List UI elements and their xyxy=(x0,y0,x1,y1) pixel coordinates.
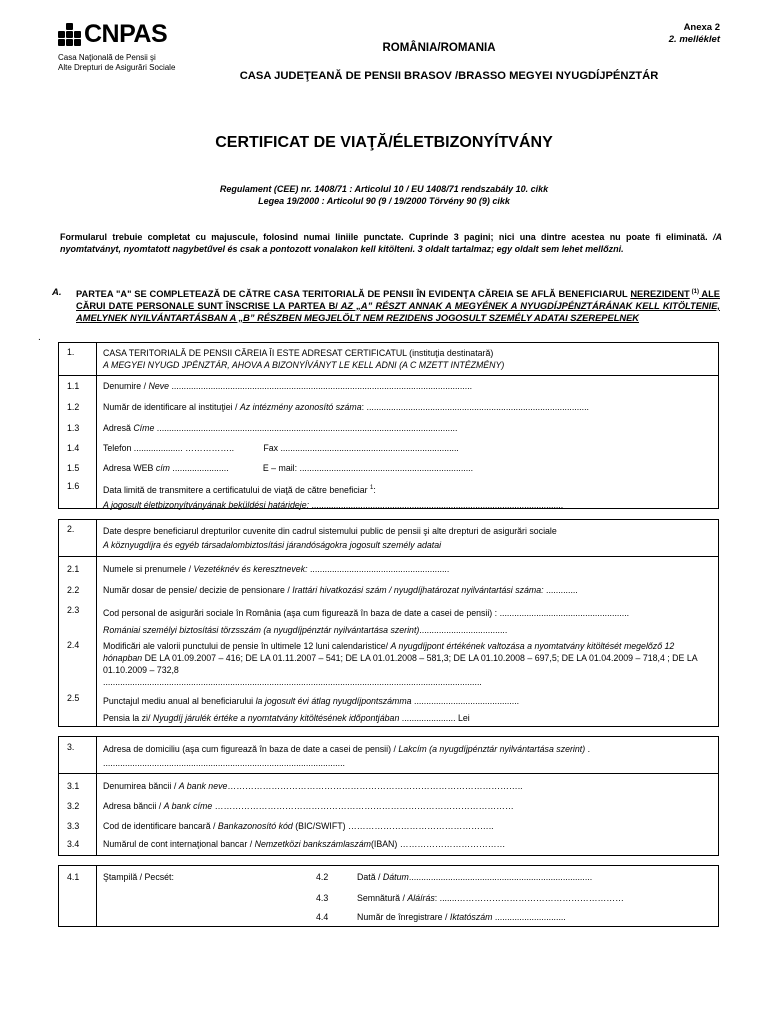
section-2-title: Date despre beneficiarul drepturilor cuvenite din cadrul sistemului public de pensii şi alte drepturi de asigurări sociale xyxy=(103,526,557,536)
registration-number-field[interactable]: Număr de înregistrare / Iktatószám ............................. xyxy=(357,912,566,922)
page-title: CERTIFICAT DE VIAŢĂ/ÉLETBIZONYÍTVÁNY xyxy=(215,134,553,151)
institution-name-field[interactable]: Denumire / Neve ........................................................................................................................... xyxy=(103,381,473,391)
regulation-references: Regulament (CEE) nr. 1408/71 : Articolul 10 / EU 1408/71 rendszabály 10. cikk Legea 19/2000 : Articolul 90 (9 / 19/2000 Törvény 90 (9) cikk xyxy=(219,184,549,206)
section-3-address-bank: 3. Adresa de domiciliu (aşa cum figurează în baza de date a casei de pensii) / Lakcím (a nyugdíjpénztár nyilvántartása szerint) . ................................................................................................... 3.1 Denumirea băncii / A bank neve……………………………………………………………………………………….. 3.2 Adresa băncii / A bank címe ………………………………………………………………………………………… 3.3 Cod de identificare bancară / Bankazonosító kód (BIC/SWIFT) ………………………………………….. 3.4 Numărul de cont internaţional bancar / Nemzetközi bankszámlaszám(IBAN) ……………………………… xyxy=(58,736,719,856)
institution-address-field[interactable]: Adresă Címe ........................................................................................................................... xyxy=(103,423,458,433)
pension-office-heading: CASA JUDEŢEANĂ DE PENSII BRASOV /BRASSO MEGYEI NYUGDÍJPÉNZTÁR xyxy=(239,70,659,82)
institution-id-field[interactable]: Număr de identificare al instituţiei / Az intézmény azonosító száma: ........................................................................................... xyxy=(103,402,589,412)
stamp-field: Ştampilă / Pecsét: xyxy=(103,872,174,882)
date-field[interactable]: Dată / Dátum........................................................................... xyxy=(357,872,593,882)
institution-web-email-field[interactable]: Adresa WEB cím ....................... E – mail: ....................................................................... xyxy=(103,463,474,473)
bank-address-field[interactable]: Adresa băncii / A bank címe ………………………………………………………………………………………… xyxy=(103,801,514,811)
section-1-institution: 1. CASA TERITORIALĂ DE PENSII CĂREIA ÎI ESTE ADRESAT CERTIFICATUL (instituţia destinatară) A MEGYEI NYUGD JPÉNZTÁR, AHOVA A BIZONYÍVÁNYT LE KELL ADNI (A C MZETT INTÉZMÉNY) 1.1 Denumire / Neve ........................................................................................................................... 1.2 Număr de identificare al instituţiei / Az intézmény azonosító száma: ........................................................................................... 1.3 Adresă Címe ........................................................................................................................... 1.4 Telefon .................... …………….. Fax ......................................................................... 1.5 Adresa WEB cím ....................... E – mail: ....................................................................... 1.6 Data limită de transmitere a certificatului de viaţă de către beneficiar $^1$: A jogosult életbizonyítványának beküldési határideje: ....................................................................................................... xyxy=(58,342,719,509)
bank-code-field[interactable]: Cod de identificare bancară / Bankazonosító kód (BIC/SWIFT) ………………………………………….. xyxy=(103,821,494,831)
bank-name-field[interactable]: Denumirea băncii / A bank neve……………………………………………………………………………………….. xyxy=(103,781,523,791)
section-2-beneficiary: 2. Date despre beneficiarul drepturilor cuvenite din cadrul sistemului public de pensii şi alte drepturi de asigurări sociale A köznyugdíjra és egyéb társadalombiztosítási járandóságokra jogosult személy adatai 2.1 Numele si prenumele / Vezetéknév és keresztnevek: ......................................................... 2.2 Număr dosar de pensie/ decizie de pensionare / Irattári hivatkozási szám / nyugdíjhatározat nyilvántartási száma: ............. 2.3 Cod personal de asigurări sociale în România (aşa cum figurează în baza de date a casei de pensii) : ..................................................... Romániai személyi biztosítási törzsszám (a nyugdíjpénztár nyilvántartása szerint).................................... 2.4 Modificări ale valorii punctului de pensie în ultimele 12 luni calendaristice/ A nyugdíjpont értékének valtozása a nyomtatvány kitöltését megelőző 12 hónapban DE LA 01.09.2007 – 416; DE LA 01.11.2007 – 541; DE LA 01.01.2008 – 581,3; DE LA 01.10.2008 – 697,5; DE LA 01.04.2009 – 718,4 ; DE LA 01.10.2009 – 732,8 ........................................................................................................................................................... 2.5 Punctajul mediu anual al beneficiarului la jogosult évi átlag nyugdíjpontszámma ........................................... Pensia la zi/ Nyugdíj járulék értéke a nyomtatvány kitöltésének időpontjában ...................... Lei xyxy=(58,519,719,727)
home-address-field[interactable]: Adresa de domiciliu (aşa cum figurează în baza de date a casei de pensii) / Lakcím (a nyugdíjpénztár nyilvántartása szerint) . ................................................................................................... xyxy=(103,744,591,768)
institution-phone-fax-field[interactable]: Telefon .................... …………….. Fax ......................................................................... xyxy=(103,443,459,453)
country-heading: ROMÂNIA/ROMANIA xyxy=(382,42,496,54)
section-4-stamp-signature: 4.1 Ştampilă / Pecsét: 4.2 Dată / Dátum........................................................................... 4.3 Semnătură / Aláírás: .......………………………………………………… 4.4 Număr de înregistrare / Iktatószám ............................. xyxy=(58,865,719,927)
pension-point-changes-field[interactable]: Modificări ale valorii punctului de pensie în ultimele 12 luni calendaristice/ A nyugdíjpont értékének valtozása a nyomtatvány kitöltését megelőző 12 hónapban DE LA 01.09.2007 – 416; DE LA 01.11.2007 – 541; DE LA 01.01.2008 – 581,3; DE LA 01.10.2008 – 697,5; DE LA 01.04.2009 – 718,4 ; DE LA 01.10.2009 – 732,8 ........................................................................................................................................................... xyxy=(103,641,698,687)
part-a-instructions: PARTEA "A" SE COMPLETEAZĂ DE CĂTRE CASA TERITORIALĂ DE PENSII ÎN EVIDENŢA CĂREIA SE AFLĂ BENEFICIARUL NEREZIDENT $^{(1)}$ ALE CĂRUI DATE PERSONALE SUNT ÎNSCRISE LA PARTEA B/ AZ „A” RÉSZT ANNAK A MEGYÉNEK A NYUGDÍJPÉNZTÁRÁNAK KELL KITÖLTENIE, AMELYNEK NYILVÁNTARTÁSBAN A „B” RÉSZBEN MEGJELÖLT NEM REZIDENS JOGOSULT SZEMÉLY ADATAI SZEREPELNEK xyxy=(76,289,720,323)
current-pension-field[interactable]: Pensia la zi/ Nyugdíj járulék értéke a nyomtatvány kitöltésének időpontjában ...................... Lei xyxy=(103,713,470,723)
part-a-letter: A. xyxy=(52,287,62,298)
pension-file-number-field[interactable]: Număr dosar de pensie/ decizie de pensionare / Irattári hivatkozási szám / nyugdíjhatározat nyilvántartási száma: ............. xyxy=(103,585,578,595)
transmission-deadline-field[interactable]: Data limită de transmitere a certificatului de viaţă de către beneficiar $^1$: A jogosult életbizonyítványának beküldési határideje: ....................................................................................................... xyxy=(103,484,564,510)
logo-subtitle-1: Casa Naţională de Pensii şi xyxy=(58,53,156,62)
logo-subtitle-2: Alte Drepturi de Asigurări Sociale xyxy=(58,63,176,72)
signature-field[interactable]: Semnătură / Aláírás: .......………………………………………………… xyxy=(357,893,624,903)
beneficiary-name-field[interactable]: Numele si prenumele / Vezetéknév és keresztnevek: ......................................................... xyxy=(103,564,450,574)
instructions-paragraph: Formularul trebuie completat cu majuscule, folosind numai liniile punctate. Cuprinde 3 pagini; nici una dintre acestea nu poate fi eliminată. /A nyomtatványt, nyomtatott nagybetűvel és csak a pontozott vonalakon kell kitölteni. 3 oldalt tartalmaz; egy oldalt sem lehet mellőzni. xyxy=(60,232,722,254)
social-insurance-code-field[interactable]: Cod personal de asigurări sociale în România (aşa cum figurează în baza de date a casei de pensii) : ..................................................... Romániai személyi biztosítási törzsszám (a nyugdíjpénztár nyilvántartása szerint).................................... xyxy=(103,608,630,635)
logo-text: CNPAS xyxy=(84,20,168,48)
average-pension-score-field[interactable]: Punctajul mediu anual al beneficiarului la jogosult évi átlag nyugdíjpontszámma ........................................... Pensia la zi/ Nyugdíj járulék értéke a nyomtatvány kitöltésének időpontjában ...................... Lei xyxy=(103,693,712,727)
iban-field[interactable]: Numărul de cont internaţional bancar / Nemzetközi bankszámlaszám(IBAN) ……………………………… xyxy=(103,839,506,849)
annex-label: Anexa 2 2. melléklet xyxy=(668,22,720,45)
section-1-title: CASA TERITORIALĂ DE PENSII CĂREIA ÎI ESTE ADRESAT CERTIFICATUL (instituţia destinatară) xyxy=(103,348,494,358)
